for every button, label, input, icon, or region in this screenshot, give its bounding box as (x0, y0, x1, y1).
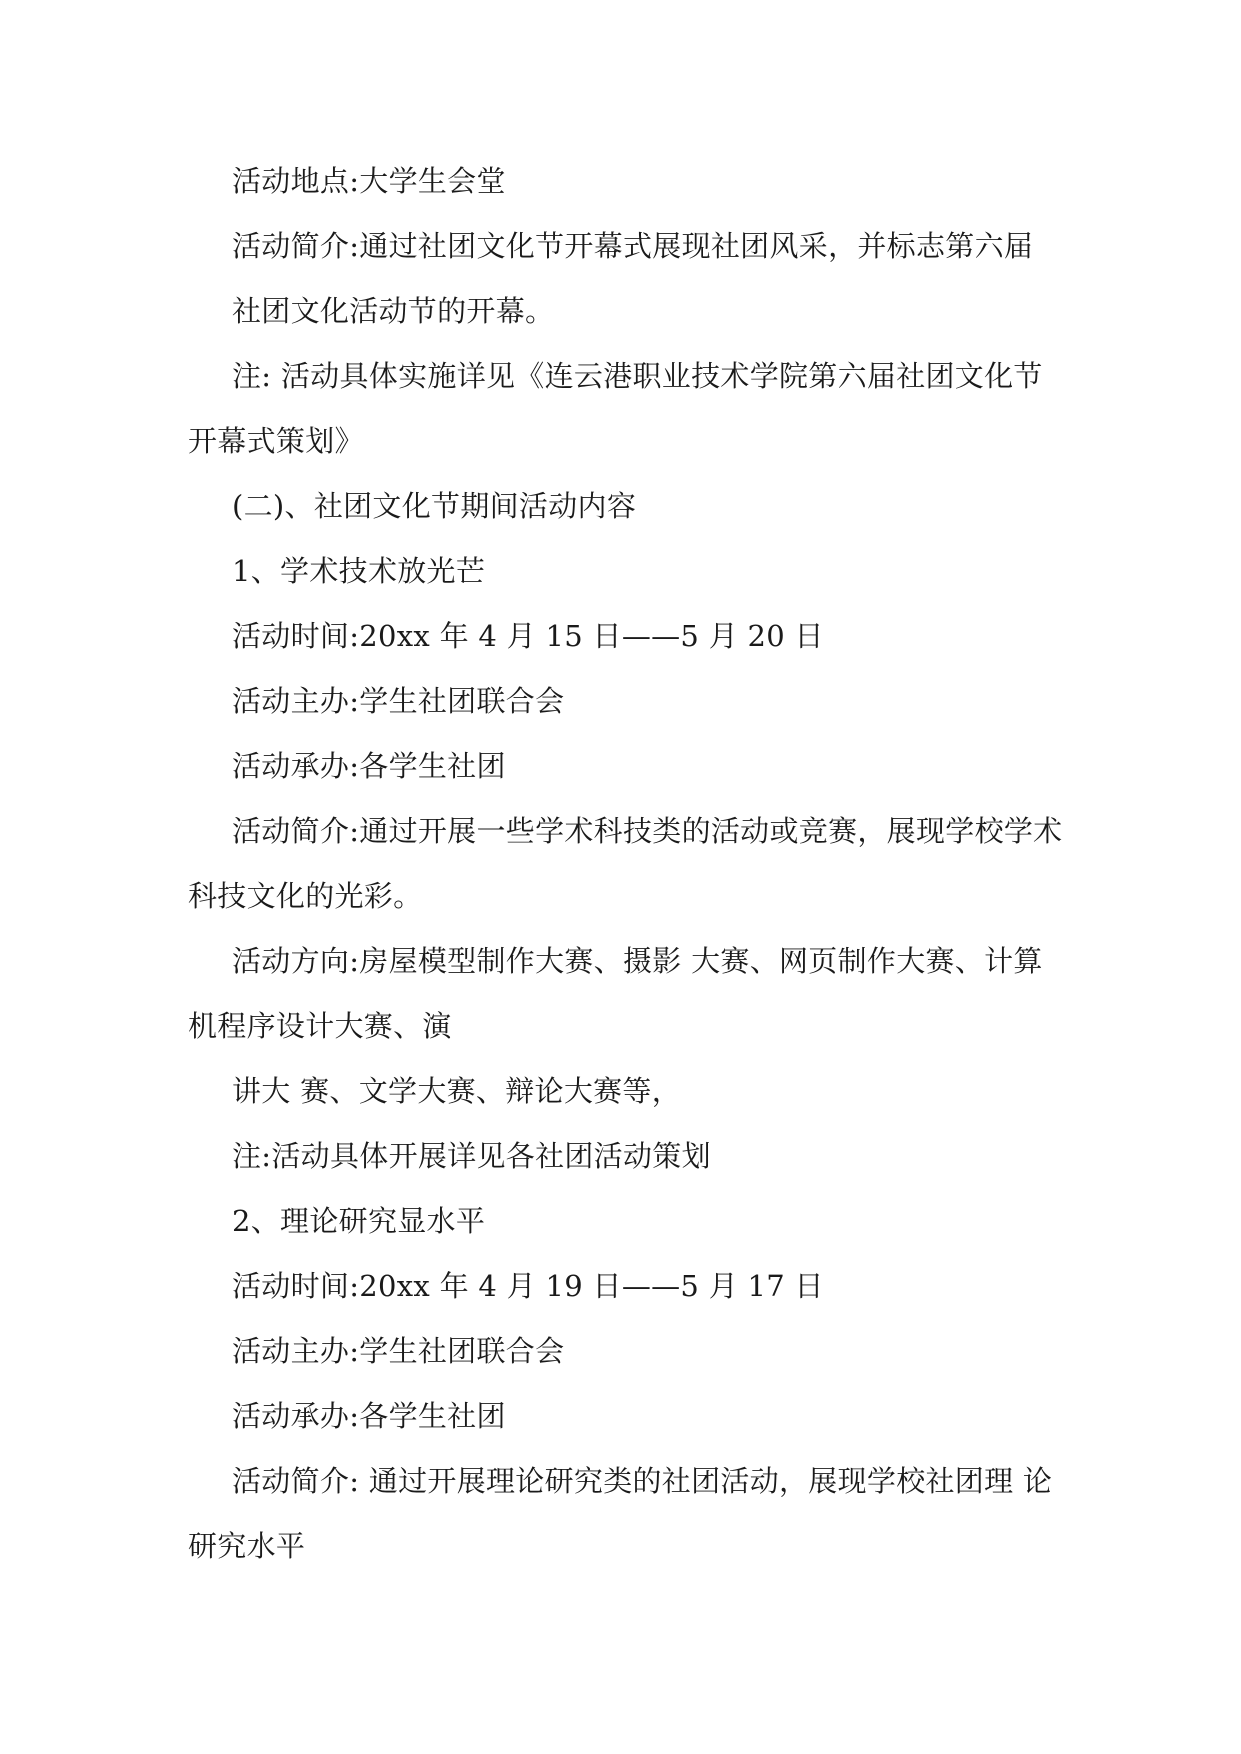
undertaker-line-2: 活动承办:各学生社团 (232, 1399, 506, 1433)
intro-continuation-1: 科技文化的光彩。 (188, 879, 423, 913)
organizer-line-2: 活动主办:学生社团联合会 (232, 1334, 565, 1368)
direction-continuation-2: 讲大 赛、文学大赛、辩论大赛等， (232, 1074, 682, 1108)
note-line-2: 注:活动具体开展详见各社团活动策划 (232, 1139, 711, 1173)
intro-line-1: 活动简介:通过开展一些学术科技类的活动或竞赛，展现学校学术 (232, 814, 1063, 848)
subsection-heading-1: 1、学术技术放光芒 (232, 554, 486, 588)
intro-continuation-2: 研究水平 (188, 1529, 306, 1563)
note-continuation: 开幕式策划》 (188, 424, 364, 458)
direction-line: 活动方向:房屋模型制作大赛、摄影 大赛、网页制作大赛、计算 (232, 944, 1043, 978)
venue-line: 活动地点:大学生会堂 (232, 164, 506, 198)
organizer-line-1: 活动主办:学生社团联合会 (232, 684, 565, 718)
undertaker-line-1: 活动承办:各学生社团 (232, 749, 506, 783)
intro-line-2: 活动简介: 通过开展理论研究类的社团活动，展现学校社团理 论 (232, 1464, 1053, 1498)
intro-continuation: 社团文化活动节的开幕。 (232, 294, 555, 328)
intro-line: 活动简介:通过社团文化节开幕式展现社团风采，并标志第六届 (232, 229, 1034, 263)
note-line: 注: 活动具体实施详见《连云港职业技术学院第六届社团文化节 (232, 359, 1043, 393)
direction-continuation: 机程序设计大赛、演 (188, 1009, 452, 1043)
time-line-1: 活动时间:20xx 年 4 月 15 日——5 月 20 日 (232, 619, 824, 653)
section-heading: (二)、社团文化节期间活动内容 (232, 489, 637, 523)
time-line-2: 活动时间:20xx 年 4 月 19 日——5 月 17 日 (232, 1269, 824, 1303)
subsection-heading-2: 2、理论研究显水平 (232, 1204, 486, 1238)
